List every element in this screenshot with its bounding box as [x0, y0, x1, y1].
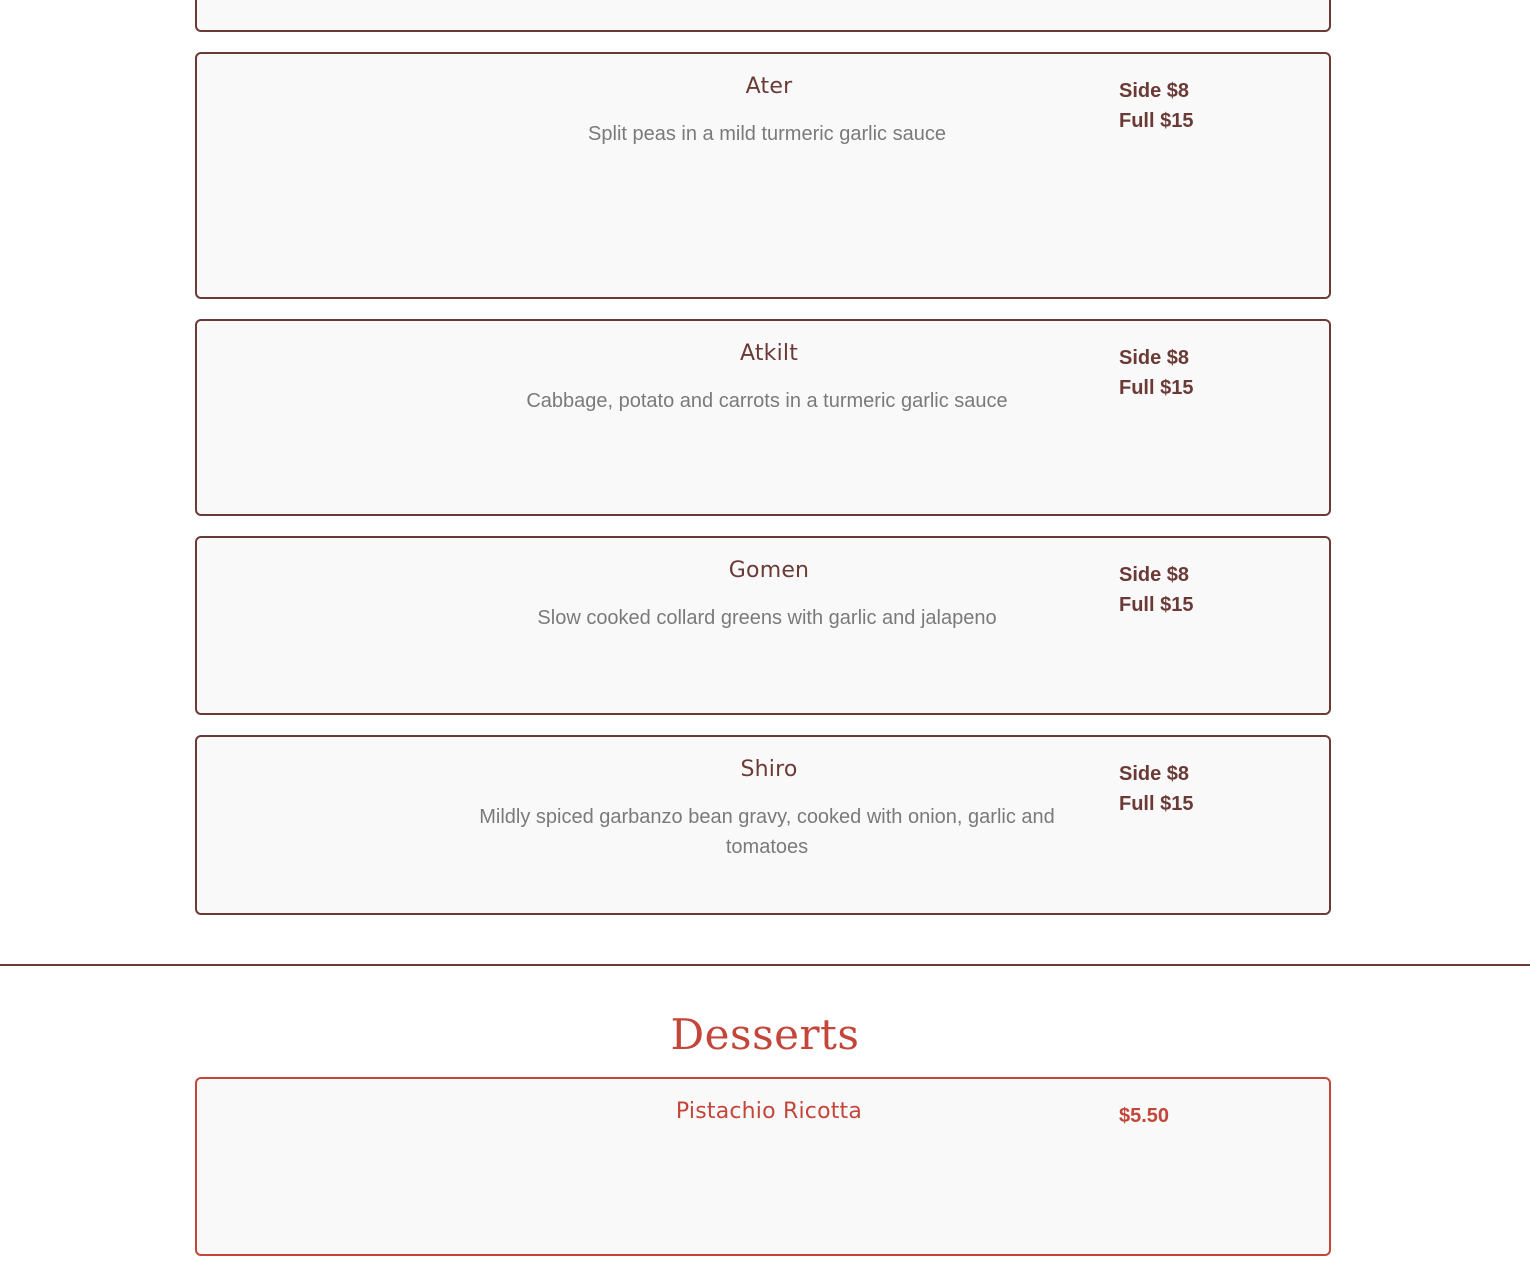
dessert-item-name: Pistachio Ricotta [675, 1099, 863, 1124]
price-side: Side $8 [1119, 564, 1190, 586]
menu-item-name: Gomen [728, 558, 810, 583]
menu-item-card-partial [195, 0, 1331, 32]
price-side: Side $8 [1119, 763, 1190, 785]
price-full: Full $15 [1119, 110, 1194, 132]
section-title-desserts: Desserts [670, 1010, 860, 1059]
menu-item-card [195, 319, 1331, 516]
menu-item-description: Split peas in a mild turmeric garlic sauce [588, 123, 946, 145]
menu-item-name: Atkilt [739, 341, 799, 366]
price-full: Full $15 [1119, 594, 1194, 616]
menu-item-prices [1119, 343, 1193, 403]
dessert-item-card [195, 1077, 1331, 1256]
menu-item-description: Slow cooked collard greens with garlic and jalapeno [537, 607, 997, 629]
price-side: Side $8 [1119, 80, 1190, 102]
price-side: Side $8 [1119, 347, 1190, 369]
menu-item-name: Ater [745, 74, 793, 99]
menu-item-prices [1119, 560, 1193, 620]
menu-item-prices [1119, 76, 1193, 136]
menu-item-prices [1119, 759, 1193, 819]
menu-item-description: Cabbage, potato and carrots in a turmeric garlic sauce [526, 390, 1008, 412]
menu-item-card [195, 735, 1331, 915]
menu-item-card [195, 52, 1331, 299]
menu-item-card [195, 536, 1331, 715]
menu-item-name: Shiro [740, 757, 798, 782]
price-full: Full $15 [1119, 793, 1194, 815]
price-full: Full $15 [1119, 377, 1194, 399]
menu-item-description: Mildly spiced garbanzo bean gravy, cooked with onion, garlic and tomatoes [479, 806, 1055, 858]
dessert-item-price: $5.50 [1119, 1105, 1170, 1127]
section-divider [0, 964, 1530, 966]
